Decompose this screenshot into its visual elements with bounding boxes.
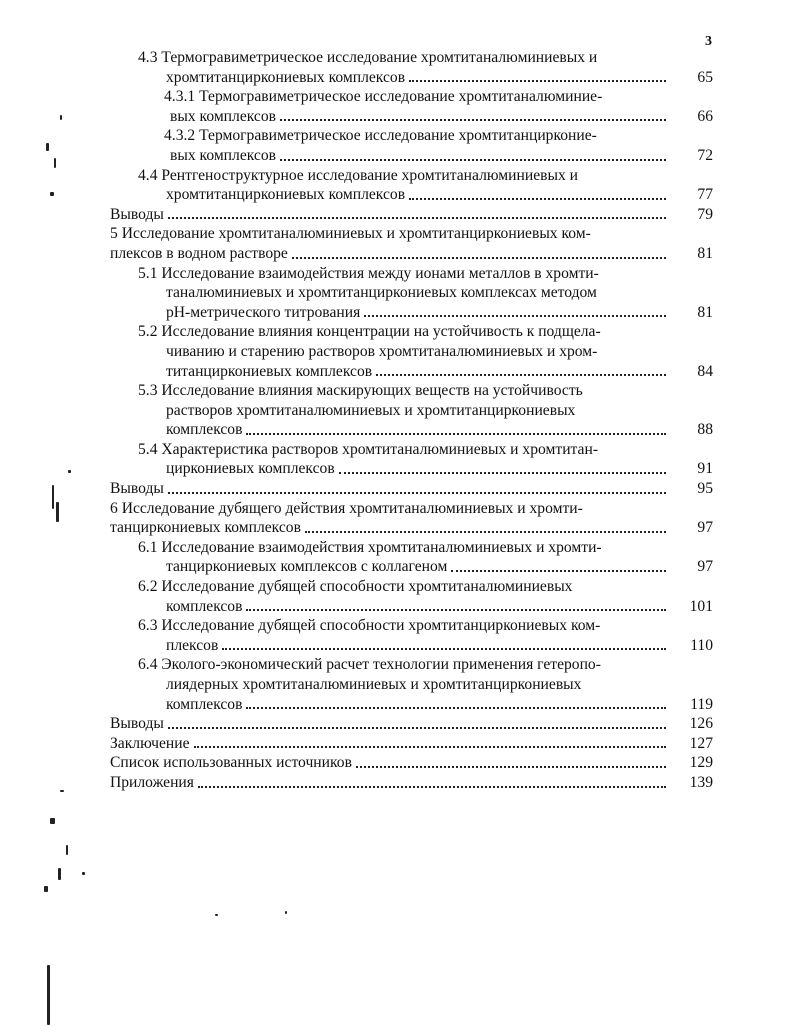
dot-leader: [280, 119, 666, 121]
dot-leader: [168, 217, 666, 219]
toc-entry-page: 126: [689, 715, 713, 733]
toc-entry-title-line: 6.3 Исследование дубящей способности хромтитанциркониевых ком-: [138, 617, 601, 635]
dot-leader: [364, 315, 666, 317]
dot-leader: [280, 159, 666, 161]
toc-entry: [110, 655, 715, 714]
toc-entry: [110, 87, 715, 126]
toc-entry-title-line: 4.3.2 Термогравиметрическое исследование хромтитанцирконие-: [164, 127, 597, 145]
toc-entry-title-line: Заключение: [110, 734, 190, 752]
scan-speck: [66, 845, 68, 855]
dot-leader: [451, 570, 666, 572]
toc-entry: [110, 126, 715, 165]
toc-entry-title-line: Выводы: [110, 715, 164, 733]
dot-leader: [376, 374, 666, 376]
dot-leader: [246, 433, 666, 435]
dot-leader: [305, 531, 666, 533]
toc-entry: [110, 264, 715, 323]
dot-leader: [409, 80, 666, 82]
toc-entry-title-line: комплексов: [166, 421, 243, 439]
toc-entry: [110, 499, 715, 538]
toc-entry: [110, 166, 715, 205]
dot-leader: [246, 707, 666, 709]
scan-speck: [215, 914, 218, 916]
toc-entry-title-line: хромтитанциркониевых комплексов: [166, 186, 406, 204]
toc-entry-page: 127: [689, 734, 713, 752]
toc-entry-title-line: танциркониевых комплексов: [110, 519, 301, 537]
dot-leader: [292, 257, 666, 259]
toc-entry-title-line: Выводы: [110, 480, 164, 498]
toc-entry-title-line: 5.3 Исследование влияния маскирующих веществ на устойчивость: [138, 382, 583, 400]
dot-leader: [409, 198, 666, 200]
toc-entry-title-line: хромтитанциркониевых комплексов: [166, 68, 406, 86]
page-number: 3: [705, 34, 712, 49]
toc-entry-page: 84: [697, 362, 713, 380]
toc-entry-title-line: плексов в водном растворе: [110, 244, 288, 262]
dot-leader: [194, 746, 666, 748]
toc-entry-title-line: 6.1 Исследование взаимодействия хромтитаналюминиевых и хромти-: [138, 538, 602, 556]
toc-entry-page: 110: [690, 636, 713, 654]
toc-entry-title-line: растворов хромтитаналюминиевых и хромтитанциркониевых: [166, 401, 576, 419]
toc-entry-title-line: лиядерных хромтитаналюминиевых и хромтитанциркониевых: [166, 676, 582, 693]
toc-entry-title-line: комплексов: [166, 597, 243, 615]
scan-speck: [58, 868, 61, 880]
toc-entry-page: 66: [697, 107, 713, 125]
scan-edge-line: [47, 965, 50, 1025]
toc-entry: [110, 773, 715, 793]
dot-leader: [222, 648, 666, 650]
toc-entry-page: 97: [697, 558, 713, 576]
scan-speck: [56, 502, 59, 522]
scan-speck: [285, 911, 287, 914]
toc-entry-title-line: 6.4 Эколого-экономический расчет технологии применения гетеропо-: [138, 656, 601, 674]
scan-speck: [60, 115, 62, 120]
toc-entry-title-line: 4.3.1 Термогравиметрическое исследование хромтитаналюминие-: [164, 88, 603, 106]
toc-entry-title-line: титанциркониевых комплексов: [166, 362, 373, 380]
toc-entry: [110, 381, 715, 440]
toc-entry-page: 79: [697, 205, 713, 223]
toc-entry-title-line: 4.3 Термогравиметрическое исследование хромтитаналюминиевых и: [138, 49, 598, 66]
toc-entry-page: 129: [689, 754, 713, 772]
toc-entry-title-line: 5.4 Характеристика растворов хромтитаналюминиевых и хромтитан-: [138, 440, 599, 458]
toc-entry-title-line: таналюминиевых и хромтитанциркониевых комплексах методом: [166, 284, 597, 302]
toc-entry-title-line: рН-метрического титрования: [166, 303, 361, 321]
toc-entry-page: 72: [697, 146, 713, 164]
toc-entry-page: 65: [697, 68, 713, 86]
toc-entry-title-line: 5 Исследование хромтитаналюминиевых и хромтитанциркониевых ком-: [110, 225, 591, 243]
toc-entry-title-line: чиванию и старению растворов хромтитаналюминиевых и хром-: [166, 342, 598, 360]
toc-entry-title-line: 6.2 Исследование дубящей способности хромтитаналюминиевых: [138, 578, 573, 596]
toc-entry-title-line: комплексов: [166, 695, 243, 713]
toc-entry-page: 88: [697, 421, 713, 439]
toc-entry-title-line: 6 Исследование дубящего действия хромтитаналюминиевых и хромти-: [110, 499, 583, 517]
dot-leader: [246, 609, 666, 611]
scan-speck: [44, 886, 48, 892]
toc-entry: [110, 538, 715, 577]
toc-entry: [110, 224, 715, 263]
toc-entry-title-line: вых комплексов: [170, 107, 277, 125]
dot-leader: [168, 727, 666, 729]
scan-speck: [50, 818, 55, 824]
toc-entry: [110, 205, 715, 225]
toc-entry-title-line: танциркониевых комплексов с коллагеном: [166, 558, 448, 576]
dot-leader: [198, 786, 666, 788]
toc-entry: [110, 577, 715, 616]
toc-entry-title-line: 5.1 Исследование взаимодействия между ионами металлов в хромти-: [138, 264, 599, 282]
toc-entry: [110, 753, 715, 773]
toc-entry-title-line: циркониевых комплексов: [166, 460, 335, 478]
toc-entry-page: 119: [690, 695, 713, 713]
dot-leader: [168, 492, 666, 494]
toc-entry-title-line: Приложения: [110, 773, 194, 791]
toc-entry-page: 77: [697, 186, 713, 204]
scan-speck: [82, 872, 85, 875]
toc-entry-page: 97: [697, 519, 713, 537]
toc-entry-page: 139: [689, 773, 713, 791]
toc-entry-title-line: Выводы: [110, 205, 164, 223]
toc-entry-title-line: вых комплексов: [170, 146, 277, 164]
scan-speck: [46, 143, 49, 151]
dot-leader: [356, 766, 666, 768]
toc-entry-page: 81: [697, 244, 713, 262]
table-of-contents: [110, 48, 715, 793]
toc-entry: [110, 48, 715, 87]
toc-entry-page: 95: [697, 480, 713, 498]
dot-leader: [339, 472, 666, 474]
toc-entry-title-line: плексов: [166, 636, 219, 654]
toc-entry-page: 81: [697, 303, 713, 321]
toc-entry: [110, 616, 715, 655]
scan-speck: [60, 790, 64, 792]
toc-entry-title-line: 4.4 Рентгеноструктурное исследование хромтитаналюминиевых и: [138, 166, 579, 184]
scan-speck: [68, 470, 71, 473]
toc-entry: [110, 714, 715, 734]
toc-entry: [110, 322, 715, 381]
toc-entry-title-line: Список использованных источников: [110, 754, 352, 772]
toc-entry-title-line: 5.2 Исследование влияния концентрации на устойчивость к подщела-: [138, 323, 601, 341]
toc-entry-page: 101: [689, 597, 713, 615]
toc-entry: [110, 440, 715, 479]
scan-speck: [52, 485, 54, 509]
scan-speck: [50, 192, 54, 196]
toc-entry-page: 91: [697, 460, 713, 478]
toc-entry: [110, 479, 715, 499]
toc-entry: [110, 734, 715, 754]
scan-speck: [54, 158, 56, 168]
